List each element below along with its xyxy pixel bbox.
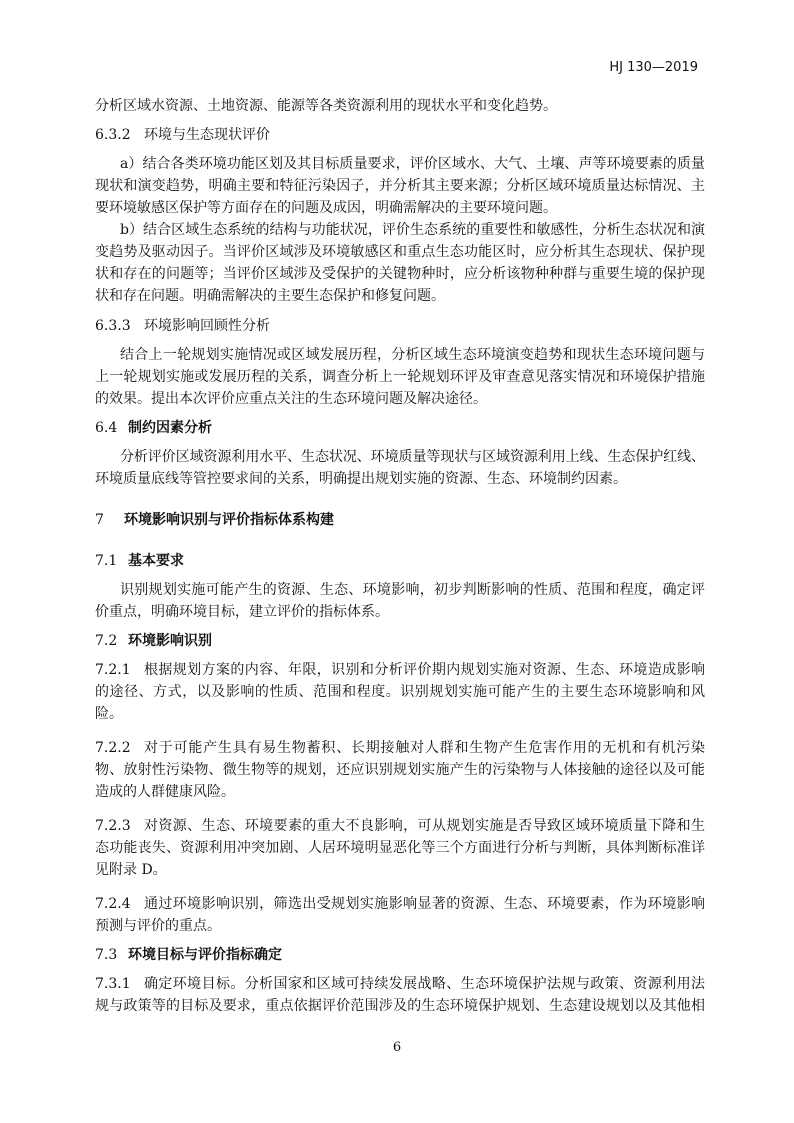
- section-title: 环境影响识别: [128, 633, 212, 649]
- section-title: 环境影响识别与评价指标体系构建: [124, 512, 334, 528]
- section-number: 6.3.2: [95, 127, 131, 143]
- section-number: 6.3.3: [95, 318, 131, 334]
- body-line: 通过环境影响识别，筛选出受规划实施影响显著的资源、生态、环境要素，作为环境影响: [144, 896, 706, 912]
- body-line: 根据规划方案的内容、年限，识别和分析评价期内规划实施对资源、生态、环境造成影响: [144, 662, 706, 678]
- body-line: 对于可能产生具有易生物蓄积、长期接触对人群和生物产生危害作用的无机和有机污染: [144, 740, 706, 756]
- body-line: 状和存在问题。明确需解决的主要生态保护和修复问题。: [95, 288, 445, 304]
- section-number: 7.1: [95, 553, 118, 569]
- body-line: 变趋势及驱动因子。当评价区域涉及环境敏感区和重点生态功能区时，应分析其生态现状、保护现: [95, 244, 706, 260]
- body-line: 对资源、生态、环境要素的重大不良影响，可从规划实施是否导致区域环境质量下降和生: [144, 818, 706, 834]
- body-line: 状和存在的问题等；当评价区域涉及受保护的关键物种时，应分析该物种种群与重要生境的保护现: [95, 266, 706, 282]
- body-line: 要环境敏感区保护等方面存在的问题及成因，明确需解决的主要环境问题。: [95, 200, 557, 216]
- body-line: 现状和演变趋势，明确主要和特征污染因子，并分析其主要来源；分析区域环境质量达标情况、主: [95, 178, 706, 194]
- body-line: 上一轮规划实施或发展历程的关系，调查分析上一轮规划环评及审查意见落实情况和环境保护措施: [95, 369, 706, 385]
- body-line: 环境质量底线等管控要求间的关系，明确提出规划实施的资源、生态、环境制约因素。: [95, 471, 627, 487]
- section-title: 环境目标与评价指标确定: [128, 947, 282, 963]
- body-line: 险。: [95, 706, 123, 722]
- section-title: 制约因素分析: [128, 420, 212, 436]
- clause-number: 7.2.3: [95, 818, 131, 834]
- clause-number: 7.2.2: [95, 740, 131, 756]
- body-line: 确定环境目标。分析国家和区域可持续发展战略、生态环境保护法规与政策、资源利用法: [144, 976, 706, 992]
- body-line: 价重点，明确环境目标，建立评价的指标体系。: [95, 604, 389, 620]
- body-line: b）结合区域生态系统的结构与功能状况，评价生态系统的重要性和敏感性，分析生态状况和演: [120, 222, 706, 238]
- body-line: 的效果。提出本次评价应重点关注的生态环境问题及解决途径。: [95, 391, 487, 407]
- body-line: a）结合各类环境功能区划及其目标质量要求，评价区域水、大气、土壤、声等环境要素的质量: [120, 156, 706, 172]
- clause-number: 7.2.4: [95, 896, 131, 912]
- section-number: 7.3: [95, 947, 118, 963]
- body-line: 分析评价区域资源利用水平、生态状况、环境质量等现状与区域资源利用上线、生态保护红线、: [120, 449, 705, 465]
- body-line: 的途径、方式，以及影响的性质、范围和程度。识别规划实施可能产生的主要生态环境影响和风: [95, 684, 706, 700]
- clause-number: 7.3.1: [95, 976, 131, 992]
- body-line: 见附录 D。: [95, 862, 167, 878]
- body-line: 造成的人群健康风险。: [95, 784, 235, 800]
- body-line: 结合上一轮规划实施情况或区域发展历程，分析区域生态环境演变趋势和现状生态环境问题与: [120, 347, 706, 363]
- page-number: 6: [392, 1040, 402, 1055]
- section-number: 6.4: [95, 420, 118, 436]
- body-line: 分析区域水资源、土地资源、能源等各类资源利用的现状水平和变化趋势。: [95, 98, 557, 114]
- section-title: 环境影响回顾性分析: [144, 318, 270, 334]
- body-line: 规与政策等的目标及要求，重点依据评价范围涉及的生态环境保护规划、生态建设规划以及其他相: [95, 998, 706, 1014]
- body-line: 物、放射性污染物、微生物等的规划，还应识别规划实施产生的污染物与人体接触的途径以及可能: [95, 762, 706, 778]
- section-title: 环境与生态现状评价: [144, 127, 270, 143]
- body-line: 预测与评价的重点。: [95, 918, 221, 934]
- body-line: 态功能丧失、资源利用冲突加剧、人居环境明显恶化等三个方面进行分析与判断，具体判断标准详: [95, 840, 706, 856]
- section-number: 7: [95, 512, 104, 528]
- body-line: 识别规划实施可能产生的资源、生态、环境影响，初步判断影响的性质、范围和程度，确定评: [120, 582, 706, 598]
- section-title: 基本要求: [128, 553, 184, 569]
- document-code: HJ 130—2019: [609, 60, 698, 75]
- section-number: 7.2: [95, 633, 118, 649]
- clause-number: 7.2.1: [95, 662, 131, 678]
